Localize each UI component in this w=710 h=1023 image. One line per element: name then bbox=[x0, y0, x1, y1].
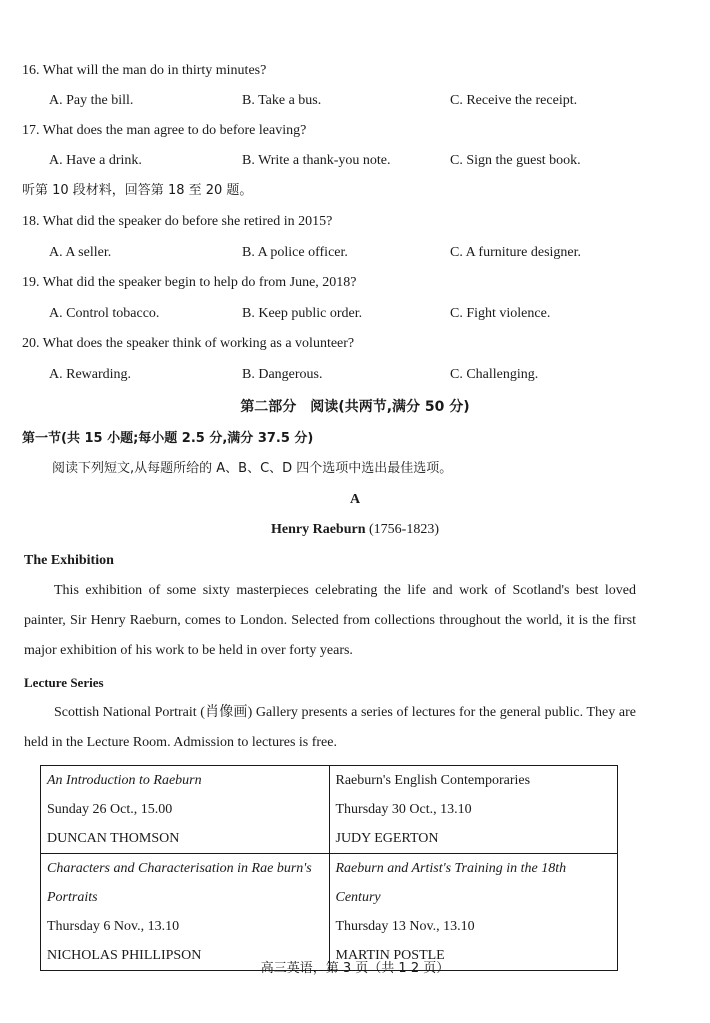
exhibition-heading: The Exhibition bbox=[24, 553, 114, 568]
question-19-option-c: C. Fight violence. bbox=[450, 306, 551, 321]
lecture-date: Sunday 26 Oct., 15.00 bbox=[47, 802, 173, 817]
question-20-option-c: C. Challenging. bbox=[450, 367, 539, 382]
lecture-title: Raeburn and Artist's Training in the 18th Century bbox=[335, 861, 567, 905]
lecture-date: Thursday 30 Oct., 13.10 bbox=[335, 802, 472, 817]
listening-instruction: 听第 10 段材料，回答第 18 至 20 题。 bbox=[22, 183, 253, 198]
lecture-title: An Introduction to Raeburn bbox=[47, 773, 202, 788]
passage-title-name: Henry Raeburn bbox=[271, 522, 366, 537]
question-17-option-b: B. Write a thank-you note. bbox=[242, 153, 391, 168]
section-one-title: 第一节(共 15 小题;每小题 2.5 分,满分 37.5 分) bbox=[22, 431, 314, 446]
passage-letter: A bbox=[349, 492, 361, 507]
lecture-text: Scottish National Portrait (肖像画) Gallery presents a series of lectures for the general public. They are held in the Lecture Room. Admission to lectures is free. bbox=[24, 705, 636, 750]
part-two-title: 第二部分 阅读(共两节,满分 50 分) bbox=[240, 399, 470, 415]
lecture-paragraph bbox=[24, 698, 636, 758]
page-footer: 高三英语，第 3 页（共 1 2 页） bbox=[260, 961, 450, 976]
question-18: 18. What did the speaker do before she retired in 2015? bbox=[22, 214, 333, 229]
question-17: 17. What does the man agree to do before leaving? bbox=[22, 123, 307, 138]
question-17-option-c: C. Sign the guest book. bbox=[450, 153, 581, 168]
lecture-speaker: NICHOLAS PHILLIPSON bbox=[47, 948, 202, 963]
lecture-cell bbox=[41, 766, 330, 854]
lecture-cell bbox=[329, 766, 618, 854]
lecture-speaker: DUNCAN THOMSON bbox=[47, 831, 180, 846]
question-19-option-a: A. Control tobacco. bbox=[49, 306, 160, 321]
lecture-date: Thursday 6 Nov., 13.10 bbox=[47, 919, 180, 934]
exhibition-paragraph bbox=[24, 576, 636, 666]
question-20: 20. What does the speaker think of working as a volunteer? bbox=[22, 336, 355, 351]
lecture-title: Characters and Characterisation in Rae burn's Portraits bbox=[47, 861, 312, 905]
question-16-option-c: C. Receive the receipt. bbox=[450, 93, 578, 108]
passage-title-years: (1756-1823) bbox=[369, 522, 439, 537]
question-18-option-b: B. A police officer. bbox=[242, 245, 348, 260]
question-18-option-c: C. A furniture designer. bbox=[450, 245, 582, 260]
lecture-speaker: JUDY EGERTON bbox=[335, 831, 439, 846]
lecture-title: Raeburn's English Contemporaries bbox=[335, 773, 531, 788]
lecture-table bbox=[40, 765, 618, 971]
question-20-option-b: B. Dangerous. bbox=[242, 367, 323, 382]
question-16-option-a: A. Pay the bill. bbox=[49, 93, 134, 108]
lecture-cell bbox=[329, 854, 618, 971]
question-16: 16. What will the man do in thirty minutes? bbox=[22, 63, 267, 78]
lecture-cell bbox=[41, 854, 330, 971]
question-19: 19. What did the speaker begin to help do from June, 2018? bbox=[22, 275, 357, 290]
question-17-option-a: A. Have a drink. bbox=[49, 153, 142, 168]
question-18-option-a: A. A seller. bbox=[49, 245, 112, 260]
lecture-date: Thursday 13 Nov., 13.10 bbox=[335, 919, 475, 934]
passage-title bbox=[0, 521, 710, 539]
question-16-option-b: B. Take a bus. bbox=[242, 93, 322, 108]
lecture-speaker: MARTIN POSTLE bbox=[335, 948, 445, 963]
exhibition-text: This exhibition of some sixty masterpieces celebrating the life and work of Scotland's best loved painter, Sir Henry Raeburn, comes to London. Selected from collections throughout the world, it is the first major exhibition of his work to be held in over forty years. bbox=[24, 583, 636, 658]
section-one-instruction: 阅读下列短文,从每题所给的 A、B、C、D 四个选项中选出最佳选项。 bbox=[52, 461, 453, 476]
lecture-heading: Lecture Series bbox=[24, 675, 104, 690]
question-20-option-a: A. Rewarding. bbox=[49, 367, 132, 382]
question-19-option-b: B. Keep public order. bbox=[242, 306, 363, 321]
